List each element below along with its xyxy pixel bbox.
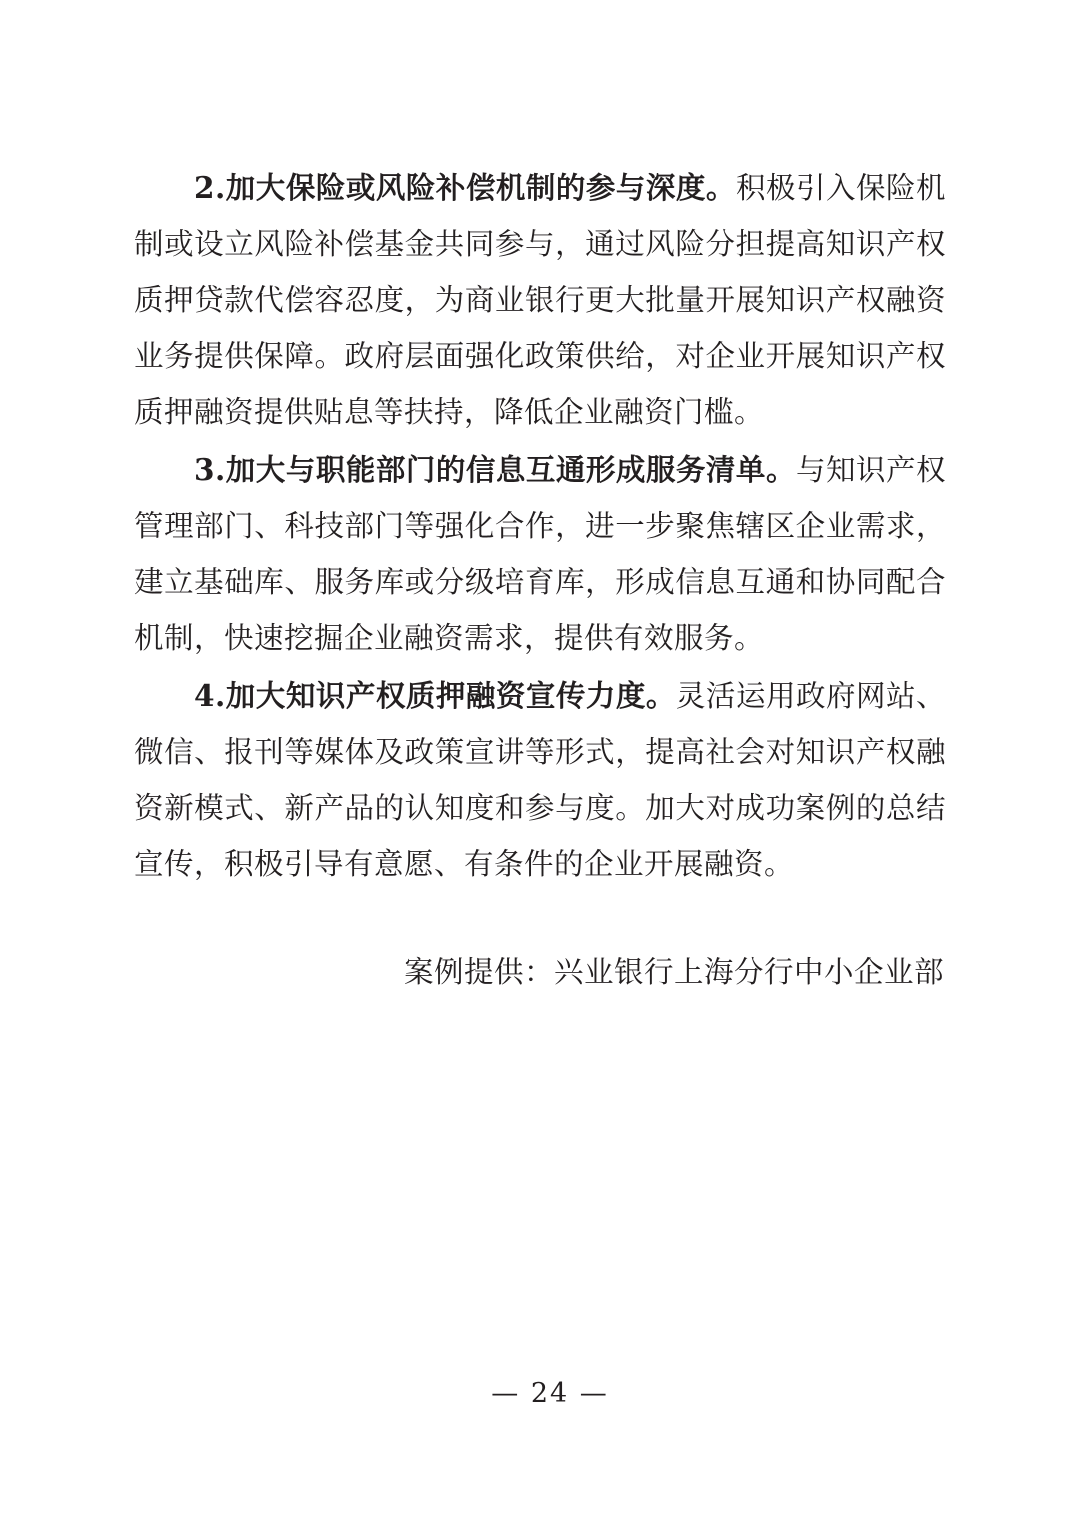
document-body bbox=[134, 160, 946, 1000]
page-number: — 24 — bbox=[491, 1378, 609, 1409]
paragraph-lead: 2.加大保险或风险补偿机制的参与深度。 bbox=[194, 170, 736, 205]
paragraph-lead: 3.加大与职能部门的信息互通形成服务清单。 bbox=[194, 452, 796, 487]
paragraph-item-4 bbox=[134, 668, 946, 892]
paragraph-item-3 bbox=[134, 442, 946, 666]
page-footer bbox=[0, 1378, 1080, 1409]
paragraph-text: 灵活运用政府网站、微信、报刊等媒体及政策宣讲等形式，提高社会对知识产权融资新模式、新产品的认知度和参与度。加大对成功案例的总结宣传，积极引导有意愿、有条件的企业开展融资。 bbox=[134, 679, 946, 881]
paragraph-text: 与知识产权管理部门、科技部门等强化合作，进一步聚焦辖区企业需求，建立基础库、服务库或分级培育库，形成信息互通和协同配合机制，快速挖掘企业融资需求，提供有效服务。 bbox=[134, 453, 946, 655]
paragraph-item-2 bbox=[134, 160, 946, 440]
case-source-attribution: 案例提供：兴业银行上海分行中小企业部 bbox=[403, 955, 944, 989]
paragraph-lead: 4.加大知识产权质押融资宣传力度。 bbox=[194, 678, 676, 713]
paragraph-text: 积极引入保险机制或设立风险补偿基金共同参与，通过风险分担提高知识产权质押贷款代偿容忍度，为商业银行更大批量开展知识产权融资业务提供保障。政府层面强化政策供给，对企业开展知识产权质押融资提供贴息等扶持，降低企业融资门槛。 bbox=[134, 171, 946, 429]
